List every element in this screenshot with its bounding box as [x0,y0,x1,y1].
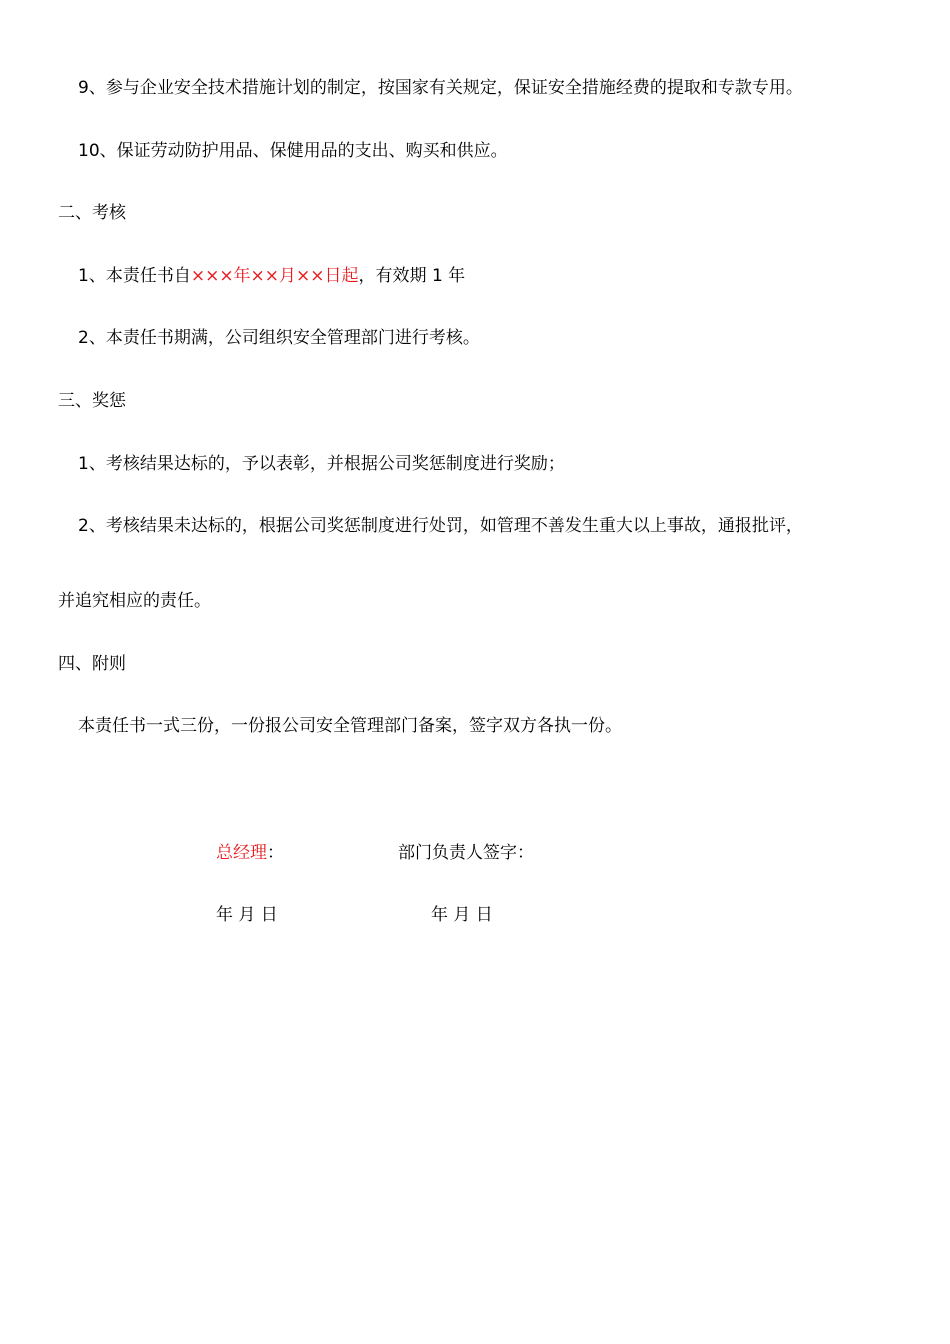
rewards-item-2-line-2: 并追究相应的责任。 [58,591,211,611]
appendix-text: 本责任书一式三份，一份报公司安全管理部门备案，签字双方各执一份。 [78,716,622,736]
assessment-item-1 [78,264,465,288]
gm-signature-date: 年 月 日 [216,905,278,925]
gm-colon: ： [267,843,284,863]
clause-10: 10、保证劳动防护用品、保健用品的支出、购买和供应。 [78,141,508,161]
gm-signature-label [216,841,284,865]
section-heading-rewards: 三、奖惩 [58,391,126,411]
dept-head-signature-date: 年 月 日 [431,905,493,925]
clause-9: 9、参与企业安全技术措施计划的制定，按国家有关规定，保证安全措施经费的提取和专款专用。 [78,78,803,98]
assessment-item-1-suffix: ，有效期 1 年 [358,266,466,286]
gm-label: 总经理 [216,843,267,863]
dept-head-signature-label: 部门负责人签字： [398,843,534,863]
rewards-item-2-line-1: 2、考核结果未达标的，根据公司奖惩制度进行处罚，如管理不善发生重大以上事故，通报批评， [78,516,803,536]
effective-date-placeholder: ×××年××月××日起 [190,266,359,286]
section-heading-assessment: 二、考核 [58,203,126,223]
section-heading-appendix: 四、附则 [58,654,126,674]
assessment-item-1-prefix: 1、本责任书自 [78,266,191,286]
rewards-item-1: 1、考核结果达标的，予以表彰，并根据公司奖惩制度进行奖励； [78,454,565,474]
assessment-item-2: 2、本责任书期满，公司组织安全管理部门进行考核。 [78,328,480,348]
